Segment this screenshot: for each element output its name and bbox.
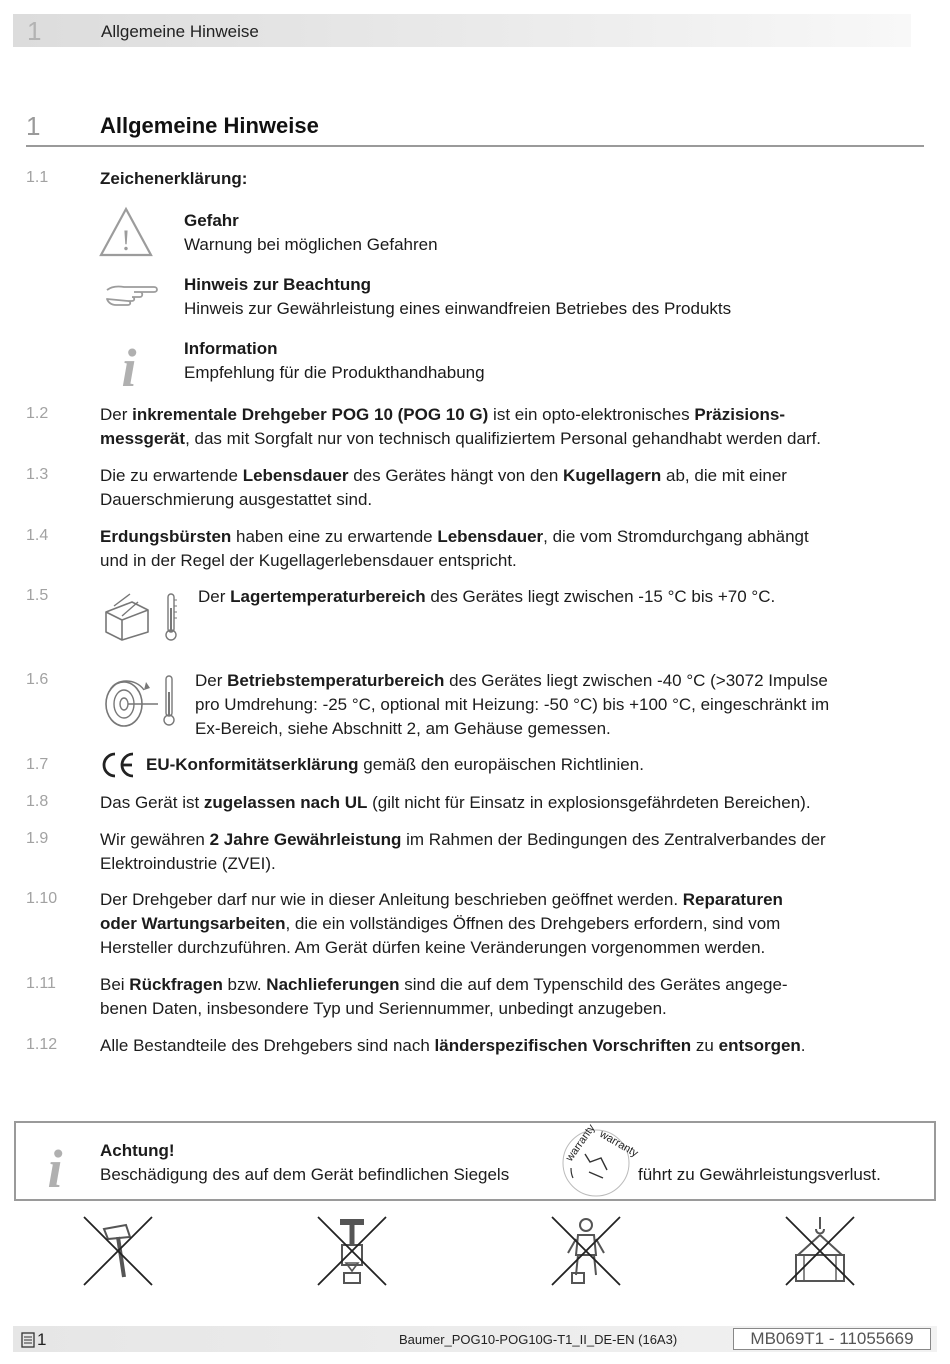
operating-encoder-thermometer-icon (100, 670, 180, 730)
seal-text-2: warranty (597, 1128, 641, 1160)
legend-heading: Zeichenerklärung: (100, 169, 248, 188)
warning-box (14, 1121, 936, 1201)
item-number-1-2: 1.2 (26, 405, 49, 422)
seal-text: warranty (563, 1122, 598, 1164)
item-number-1-5: 1.5 (26, 587, 49, 604)
section-rule (26, 145, 924, 147)
ce-mark-icon (100, 751, 136, 779)
svg-text:i: i (47, 1139, 63, 1199)
page-footer (13, 1326, 937, 1352)
item-number-1-8: 1.8 (26, 793, 49, 810)
item-text-1-3: Die zu erwartende Lebensdauer des Gerätes hängt von den Kugellagern ab, die mit einer Dauerschmierung ausgestattet sind. (100, 466, 787, 509)
item-text-1-10: Der Drehgeber darf nur wie in dieser Anleitung beschrieben geöffnet werden. Reparaturen oder Wartungsarbeiten, die ein vollständiges Öffnen des Drehgebers erfordern, sind vom Hersteller durchzuführen. Am Gerät dürfen keine Veränderungen vorgenommen werden. (100, 890, 783, 957)
information-icon (38, 1137, 72, 1199)
warning-text-after: führt zu Gewährleistungsverlust. (638, 1165, 881, 1184)
legend-desc-danger: Warnung bei möglichen Gefahren (184, 235, 438, 254)
item-number-1-12: 1.12 (26, 1036, 58, 1053)
warning-title: Achtung! (100, 1141, 175, 1160)
footer-page-number: 1 (37, 1330, 47, 1349)
item-number-1-6: 1.6 (26, 671, 49, 688)
item-text-1-5: Der Lagertemperaturbereich des Gerätes liegt zwischen -15 °C bis +70 °C. (198, 587, 776, 606)
item-number-1-1: 1.1 (26, 169, 49, 186)
footer-document-name: Baumer_POG10-POG10G-T1_II_DE-EN (16A3) (399, 1332, 678, 1347)
pointing-hand-icon (104, 280, 160, 310)
legend-title-danger: Gefahr (184, 211, 239, 230)
warning-text-before: Beschädigung des auf dem Gerät befindlichen Siegels (100, 1165, 510, 1184)
item-text-1-9: Wir gewähren 2 Jahre Gewährleistung im Rahmen der Bedingungen des Zentralverbandes der Elektroindustrie (ZVEI). (100, 830, 826, 873)
item-text-1-2: Der inkrementale Drehgeber POG 10 (POG 10 G) ist ein opto-elektronisches Präzisions- messgerät, das mit Sorgfalt nur von technisch qualifiziertem Personal gehandhabt werden darf. (100, 405, 822, 448)
no-hammer-icon (82, 1215, 154, 1287)
item-number-1-7: 1.7 (26, 756, 49, 773)
warranty-seal-icon (559, 1122, 641, 1198)
page-header (13, 14, 911, 47)
item-text-1-11: Bei Rückfragen bzw. Nachlieferungen sind die auf dem Typenschild des Gerätes angege- benen Daten, insbesondere Typ und Seriennummer, unbedingt anzugeben. (100, 975, 788, 1018)
no-pressure-icon (316, 1215, 388, 1287)
no-lifting-icon (784, 1215, 856, 1287)
svg-text:!: ! (121, 224, 131, 257)
legend-desc-info: Empfehlung für die Produkthandhabung (184, 363, 485, 382)
item-number-1-10: 1.10 (26, 890, 58, 907)
item-number-1-11: 1.11 (26, 975, 56, 992)
legend-desc-note: Hinweis zur Gewährleistung eines einwandfreien Betriebes des Produkts (184, 299, 732, 318)
document-page-icon (21, 1332, 35, 1348)
section-number: 1 (26, 111, 41, 141)
item-text-1-8: Das Gerät ist zugelassen nach UL (gilt nicht für Einsatz in explosionsgefährdeten Bereichen). (100, 793, 811, 812)
header-title: Allgemeine Hinweise (101, 22, 259, 41)
item-text-1-6: Der Betriebstemperaturbereich des Gerätes liegt zwischen -40 °C (>3072 Impulse pro Umdrehung: -25 °C, optional mit Heizung: -50 °C) bis +100 °C, eingeschränkt im Ex-Bereich, siehe Abschnitt 2, am Gehäuse gemessen. (195, 671, 830, 738)
legend-title-info: Information (184, 339, 278, 358)
storage-box-thermometer-icon (102, 590, 182, 642)
legend-title-note: Hinweis zur Beachtung (184, 275, 372, 294)
item-text-1-12: Alle Bestandteile des Drehgebers sind nach länderspezifischen Vorschriften zu entsorgen. (100, 1036, 806, 1055)
information-icon (112, 336, 146, 398)
warning-triangle-icon (98, 206, 154, 258)
no-stepping-icon (550, 1215, 622, 1287)
item-number-1-3: 1.3 (26, 466, 49, 483)
item-number-1-9: 1.9 (26, 830, 49, 847)
footer-document-code: MB069T1 - 11055669 (733, 1328, 931, 1350)
header-number: 1 (27, 16, 42, 46)
item-text-1-7: EU-Konformitätserklärung gemäß den europäischen Richtlinien. (146, 755, 644, 774)
item-number-1-4: 1.4 (26, 527, 49, 544)
section-title: Allgemeine Hinweise (100, 113, 319, 138)
item-text-1-4: Erdungsbürsten haben eine zu erwartende Lebensdauer, die vom Stromdurchgang abhängt und in der Regel der Kugellagerlebensdauer entspricht. (100, 527, 809, 570)
svg-text:i: i (121, 338, 137, 398)
